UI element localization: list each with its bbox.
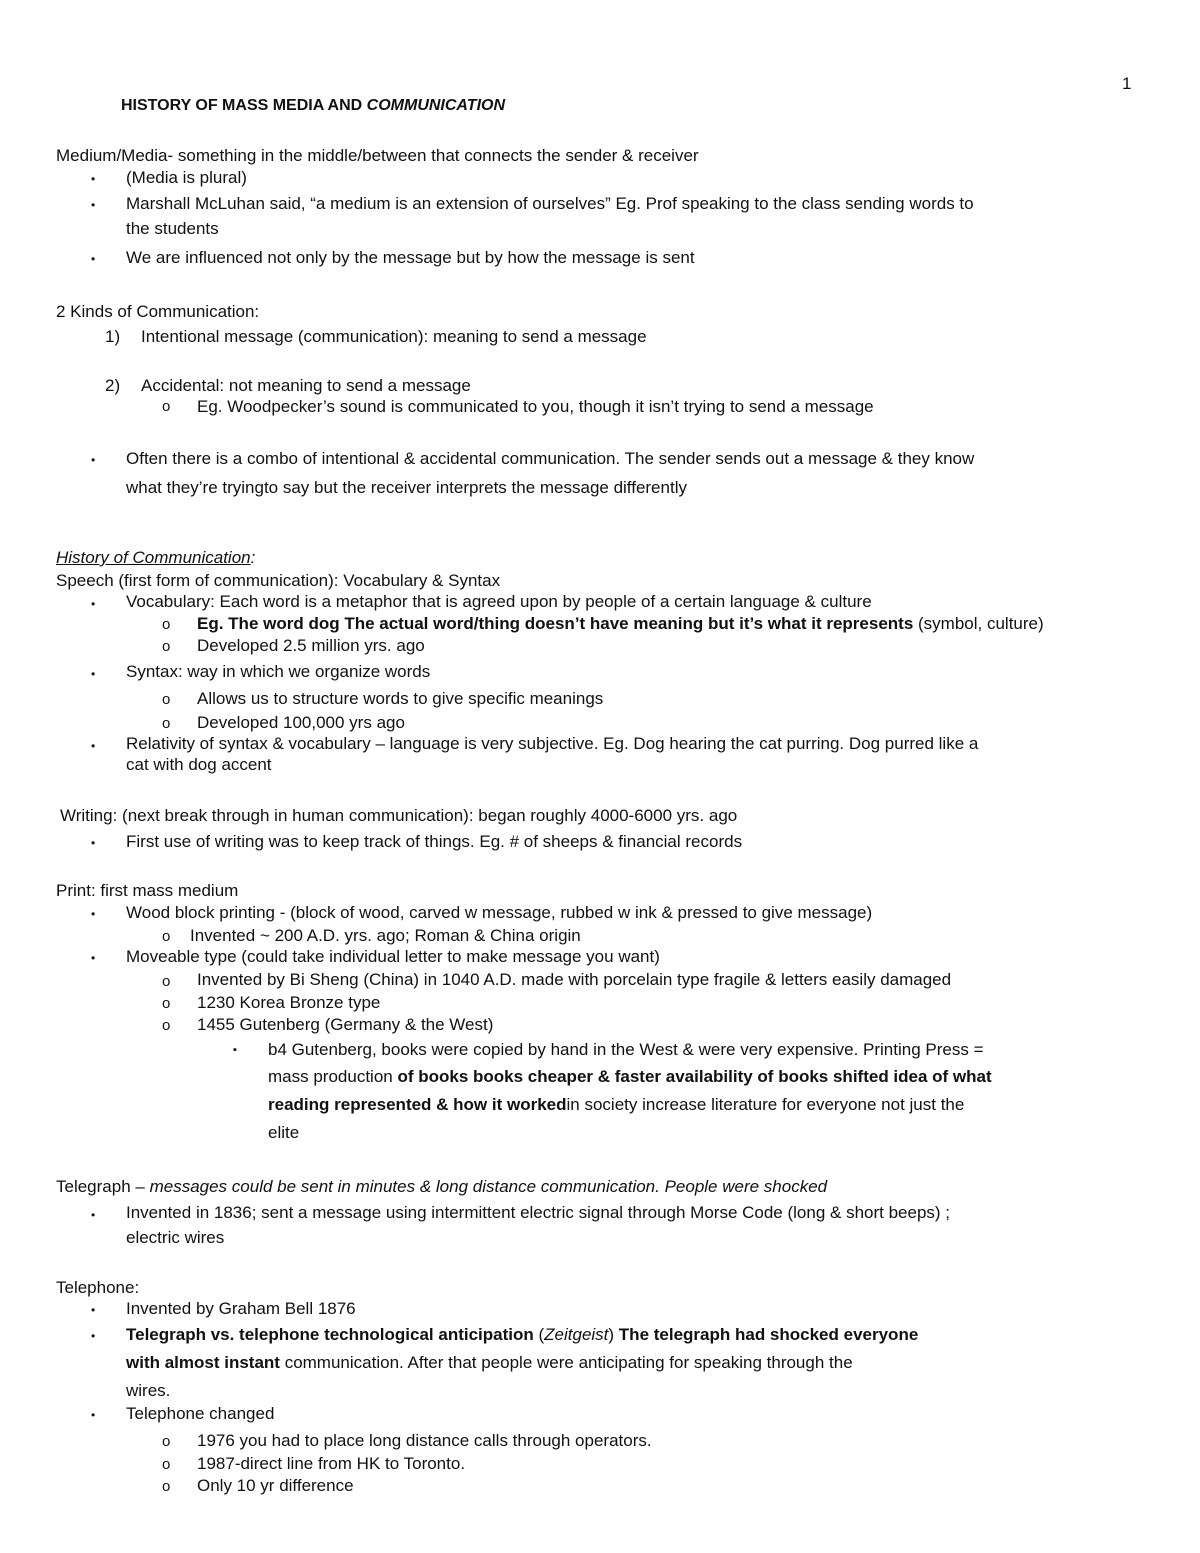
- bullet-icon: •: [91, 252, 96, 266]
- move-sub-3: 1455 Gutenberg (Germany & the West): [197, 1015, 494, 1034]
- telephone-sub-3: Only 10 yr difference: [197, 1476, 354, 1495]
- kinds-item-2: Accidental: not meaning to send a message: [141, 376, 471, 395]
- bullet-icon: •: [91, 1303, 96, 1317]
- wood-sub-1: Invented ~ 200 A.D. yrs. ago; Roman & China origin: [190, 926, 581, 945]
- kinds-item-1: Intentional message (communication): meaning to send a message: [141, 327, 647, 346]
- page-number: 1: [1122, 74, 1132, 93]
- bullet-icon: •: [91, 907, 96, 921]
- kinds-heading: 2 Kinds of Communication:: [56, 302, 260, 321]
- telephone-b2-l3: wires.: [126, 1381, 171, 1400]
- sub-bullet-icon: o: [162, 638, 171, 655]
- sub-bullet-icon: o: [162, 616, 171, 633]
- gutenberg-l2: mass production of books books cheaper & faster availability of books shifted idea of what: [268, 1067, 992, 1086]
- telegraph-b1-l2: electric wires: [126, 1228, 225, 1247]
- move-sub-1: Invented by Bi Sheng (China) in 1040 A.D. made with porcelain type fragile & letters easily damaged: [197, 970, 952, 989]
- syntax-sub-1: Allows us to structure words to give specific meanings: [197, 689, 604, 708]
- telephone-heading: Telephone:: [56, 1278, 140, 1297]
- print-line: Print: first mass medium: [56, 881, 239, 900]
- sub-bullet-icon: o: [162, 928, 171, 945]
- telephone-b1: Invented by Graham Bell 1876: [126, 1299, 356, 1318]
- telephone-sub-1: 1976 you had to place long distance calls through operators.: [197, 1431, 652, 1450]
- medium-heading: Medium/Media- something in the middle/between that connects the sender & receiver: [56, 146, 699, 165]
- bullet-icon: •: [91, 1408, 96, 1422]
- move-line: Moveable type (could take individual letter to make message you want): [126, 947, 660, 966]
- medium-b2-l1: Marshall McLuhan said, “a medium is an extension of ourselves” Eg. Prof speaking to the class sending words to: [126, 194, 974, 213]
- sub-bullet-icon: o: [162, 1478, 171, 1495]
- list-number: 2): [105, 376, 121, 395]
- relativity-l2: cat with dog accent: [126, 755, 272, 774]
- kinds-item-2-sub: Eg. Woodpecker’s sound is communicated to you, though it isn’t trying to send a message: [197, 397, 874, 416]
- sub-bullet-icon: o: [162, 1456, 171, 1473]
- page-title: HISTORY OF MASS MEDIA AND COMMUNICATION: [121, 97, 506, 114]
- sub-bullet-icon: o: [162, 1433, 171, 1450]
- bullet-icon: •: [91, 951, 96, 965]
- relativity-l1: Relativity of syntax & vocabulary – language is very subjective. Eg. Dog hearing the cat purring. Dog purred like a: [126, 734, 979, 753]
- telephone-b3: Telephone changed: [126, 1404, 275, 1423]
- kinds-bullet-l2: what they’re tryingto say but the receiver interprets the message differently: [126, 478, 687, 497]
- list-number: 1): [105, 327, 121, 346]
- telegraph-line: Telegraph – messages could be sent in minutes & long distance communication. People were shocked: [56, 1177, 828, 1196]
- telephone-sub-2: 1987-direct line from HK to Toronto.: [197, 1454, 466, 1473]
- telegraph-b1-l1: Invented in 1836; sent a message using intermittent electric signal through Morse Code (long & short beeps) ;: [126, 1203, 951, 1222]
- medium-b2-l2: the students: [126, 219, 219, 238]
- telephone-b2-l1: Telegraph vs. telephone technological anticipation (Zeitgeist) The telegraph had shocked everyone: [126, 1325, 919, 1344]
- gutenberg-l3: reading represented & how it workedin society increase literature for everyone not just the: [268, 1095, 965, 1114]
- sub-bullet-icon: o: [162, 1017, 171, 1034]
- bullet-icon: •: [91, 1329, 96, 1343]
- square-bullet-icon: ▪: [233, 1044, 237, 1056]
- move-sub-2: 1230 Korea Bronze type: [197, 993, 381, 1012]
- telephone-b2-l2: with almost instant communication. After that people were anticipating for speaking through the: [126, 1353, 853, 1372]
- writing-line: Writing: (next break through in human communication): began roughly 4000-6000 yrs. ago: [60, 806, 738, 825]
- syntax-sub-2: Developed 100,000 yrs ago: [197, 713, 405, 732]
- sub-bullet-icon: o: [162, 973, 171, 990]
- writing-b1: First use of writing was to keep track of things. Eg. # of sheeps & financial records: [126, 832, 743, 851]
- bullet-icon: •: [91, 667, 96, 681]
- sub-bullet-icon: o: [162, 398, 171, 415]
- gutenberg-l4: elite: [268, 1123, 300, 1142]
- bullet-icon: •: [91, 836, 96, 850]
- speech-line: Speech (first form of communication): Vocabulary & Syntax: [56, 571, 501, 590]
- history-heading: History of Communication:: [56, 548, 256, 567]
- sub-bullet-icon: o: [162, 715, 171, 732]
- kinds-bullet-l1: Often there is a combo of intentional & accidental communication. The sender sends out a message & they know: [126, 449, 975, 468]
- bullet-icon: •: [91, 198, 96, 212]
- bullet-icon: •: [91, 172, 96, 186]
- vocab-sub-1: Eg. The word dog The actual word/thing doesn’t have meaning but it’s what it represents (symbol, culture): [197, 614, 1044, 633]
- medium-b3: We are influenced not only by the message but by how the message is sent: [126, 248, 695, 267]
- bullet-icon: •: [91, 597, 96, 611]
- wood-line: Wood block printing - (block of wood, carved w message, rubbed w ink & pressed to give message): [126, 903, 873, 922]
- vocab-sub-2: Developed 2.5 million yrs. ago: [197, 636, 425, 655]
- bullet-icon: •: [91, 739, 96, 753]
- sub-bullet-icon: o: [162, 995, 171, 1012]
- vocab-line: Vocabulary: Each word is a metaphor that is agreed upon by people of a certain language & culture: [126, 592, 872, 611]
- bullet-icon: •: [91, 1208, 96, 1222]
- syntax-line: Syntax: way in which we organize words: [126, 662, 431, 681]
- bullet-icon: •: [91, 453, 96, 467]
- medium-b1: (Media is plural): [126, 168, 247, 187]
- sub-bullet-icon: o: [162, 691, 171, 708]
- gutenberg-l1: b4 Gutenberg, books were copied by hand in the West & were very expensive. Printing Press =: [268, 1040, 984, 1059]
